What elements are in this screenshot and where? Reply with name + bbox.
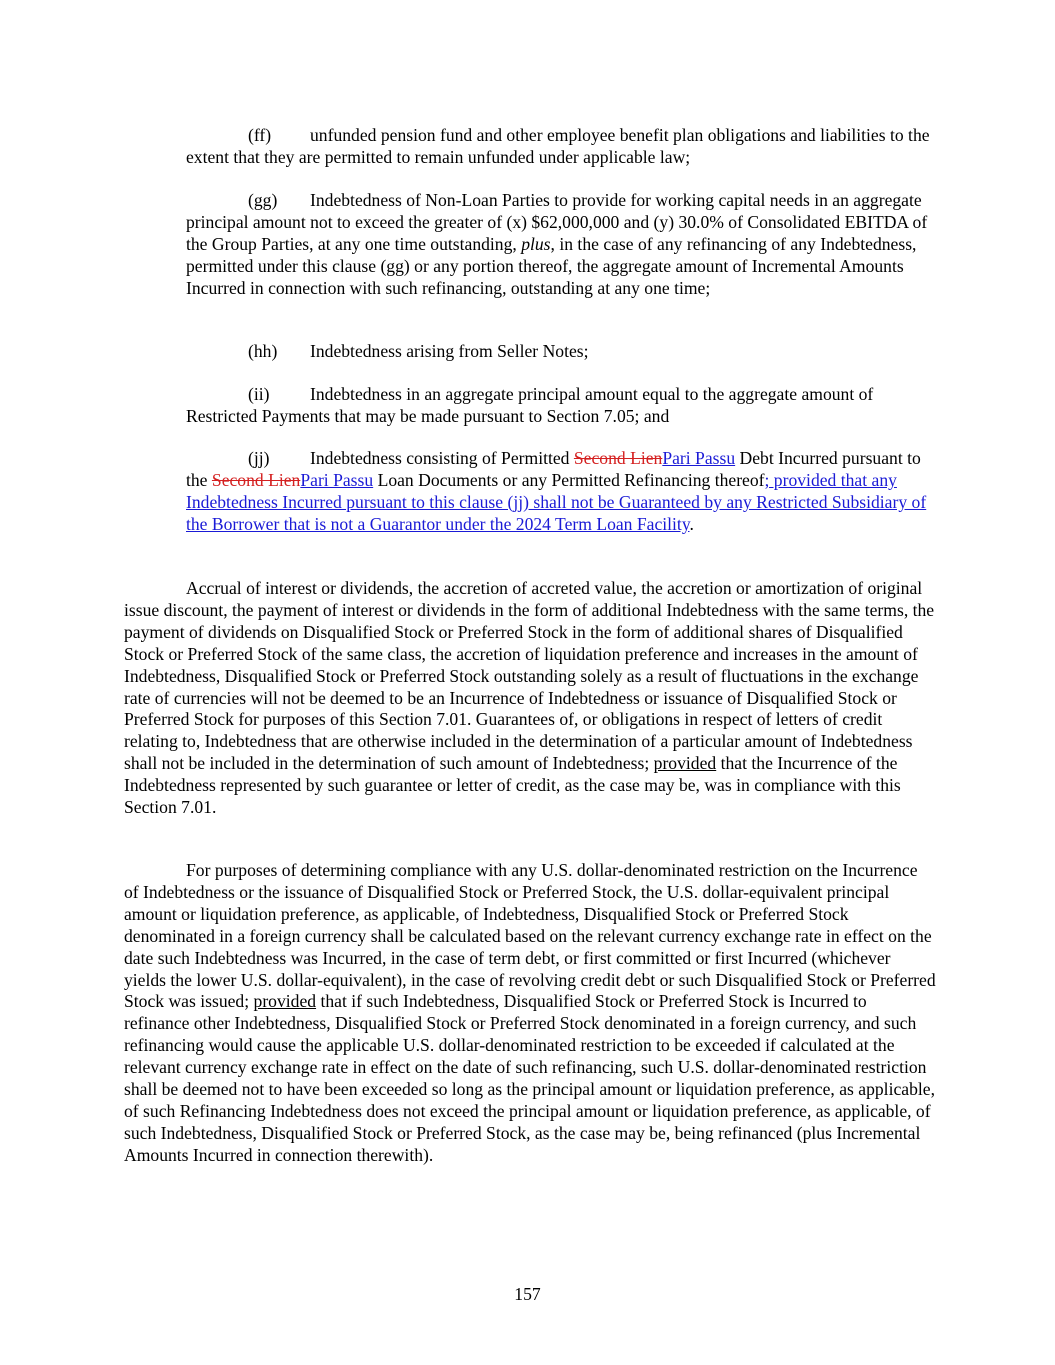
clause-label: (ii) — [248, 384, 270, 404]
paragraph-accrual — [124, 578, 936, 819]
paragraph-text: For purposes of determining compliance with any U.S. dollar-denominated restriction on the Incurrence of Indebtedness or the issuance of Disqualified Stock or Preferred Stock, the U.S. dollar-equivalent principal amount or liquidation preference, as applicable, of Indebtedness, Disqualified Stock or Preferred Stock denominated in a foreign currency shall be calculated based on the relevant currency exchange rate in effect on the date such Indebtedness was Incurred, in the case of term debt, or first committed or first Incurred (whichever yields the lower U.S. dollar-equivalent), in the case of revolving credit debt or such Disqualified Stock or Preferred Stock was issued; — [124, 860, 936, 1012]
clause-gg — [186, 190, 936, 300]
clause-jj — [186, 448, 936, 536]
inserted-text: Pari Passu — [662, 448, 736, 468]
clause-text: Indebtedness of Non-Loan Parties to provide for working capital needs in an aggregate principal amount not to exceed the greater of (x) $62,000,000 and (y) 30.0% of Consolidated EBITDA of the Group Parties, at any one time outstanding, — [186, 190, 928, 254]
underlined-text: provided — [653, 753, 717, 774]
clause-text: Indebtedness in an aggregate principal amount equal to the aggregate amount of Restricted Payments that may be made pursuant to Section 7.05; and — [186, 384, 874, 426]
clause-text: . — [689, 513, 694, 534]
clause-text: Indebtedness arising from Seller Notes; — [310, 341, 589, 361]
paragraph-text: that the Incurrence of the Indebtedness represented by such guarantee or letter of credit, as the case may be, was in compliance with this Section 7.01. — [124, 753, 901, 818]
clause-ii — [186, 384, 936, 428]
clause-text: Indebtedness consisting of Permitted — [310, 448, 574, 468]
paragraph-compliance — [124, 860, 936, 1167]
inserted-text: Pari Passu — [300, 469, 374, 490]
deleted-text: Second Lien — [211, 469, 301, 490]
clause-text: Loan Documents or any Permitted Refinancing thereof — [373, 469, 765, 490]
underlined-text: provided — [253, 991, 317, 1012]
clause-label: (ff) — [248, 125, 272, 145]
paragraph-text: that if such Indebtedness, Disqualified Stock or Preferred Stock is Incurred to refinance other Indebtedness, Disqualified Stock or Preferred Stock denominated in a foreign currency, and such refinancing would cause the applicable U.S. dollar-denominated restriction to be exceeded if calculated at the relevant currency exchange rate in effect on the date of such refinancing, such U.S. dollar-denominated restriction shall be deemed not to have been exceeded so long as the principal amount or liquidation preference, as applicable, of such Refinancing Indebtedness does not exceed the principal amount or liquidation preference, as applicable, of such Indebtedness, Disqualified Stock or Preferred Stock, as the case may be, being refinanced (plus Incremental Amounts Incurred in connection therewith). — [124, 991, 935, 1165]
clause-label: (jj) — [248, 448, 270, 468]
clause-text: Debt Incurred pursuant to the — [186, 448, 921, 490]
paragraph-text: Accrual of interest or dividends, the accretion of accreted value, the accretion or amortization of original issue discount, the payment of interest or dividends in the form of additional Indebtedness with the same terms, the payment of dividends on Disqualified Stock or Preferred Stock in the form of additional shares of Disqualified Stock or Preferred Stock of the same class, the accretion of liquidation preference and increases in the amount of Indebtedness, Disqualified Stock or Preferred Stock outstanding solely as a result of fluctuations in the exchange rate of currencies will not be deemed to be an Incurrence of Indebtedness or issuance of Disqualified Stock or Preferred Stock for purposes of this Section 7.01. Guarantees of, or obligations in respect of letters of credit relating to, Indebtedness that are otherwise included in the determination of a particular amount of Indebtedness shall not be included in the determination of such amount of Indebtedness; — [124, 578, 935, 774]
page-number: 157 — [514, 1284, 541, 1304]
clause-text: unfunded pension fund and other employee benefit plan obligations and liabilities to the extent that they are permitted to remain unfunded under applicable law; — [186, 125, 930, 167]
clause-hh — [186, 341, 936, 363]
clause-ff — [186, 125, 936, 169]
clause-label: (hh) — [248, 341, 278, 361]
clause-label: (gg) — [248, 190, 278, 210]
inserted-text: ; provided that any Indebtedness Incurred pursuant to this clause (jj) shall not be Guaranteed by any Restricted Subsidiary of the Borrower that is not a Guarantor under the 2024 Term Loan Facility — [186, 469, 927, 534]
emphasis-text: plus — [521, 233, 551, 254]
clause-text: , in the case of any refinancing of any Indebtedness, permitted under this clause (gg) or any portion thereof, the aggregate amount of Incremental Amounts Incurred in connection with such refinancing, outstanding at any one time; — [186, 233, 917, 298]
deleted-text: Second Lien — [573, 448, 663, 468]
